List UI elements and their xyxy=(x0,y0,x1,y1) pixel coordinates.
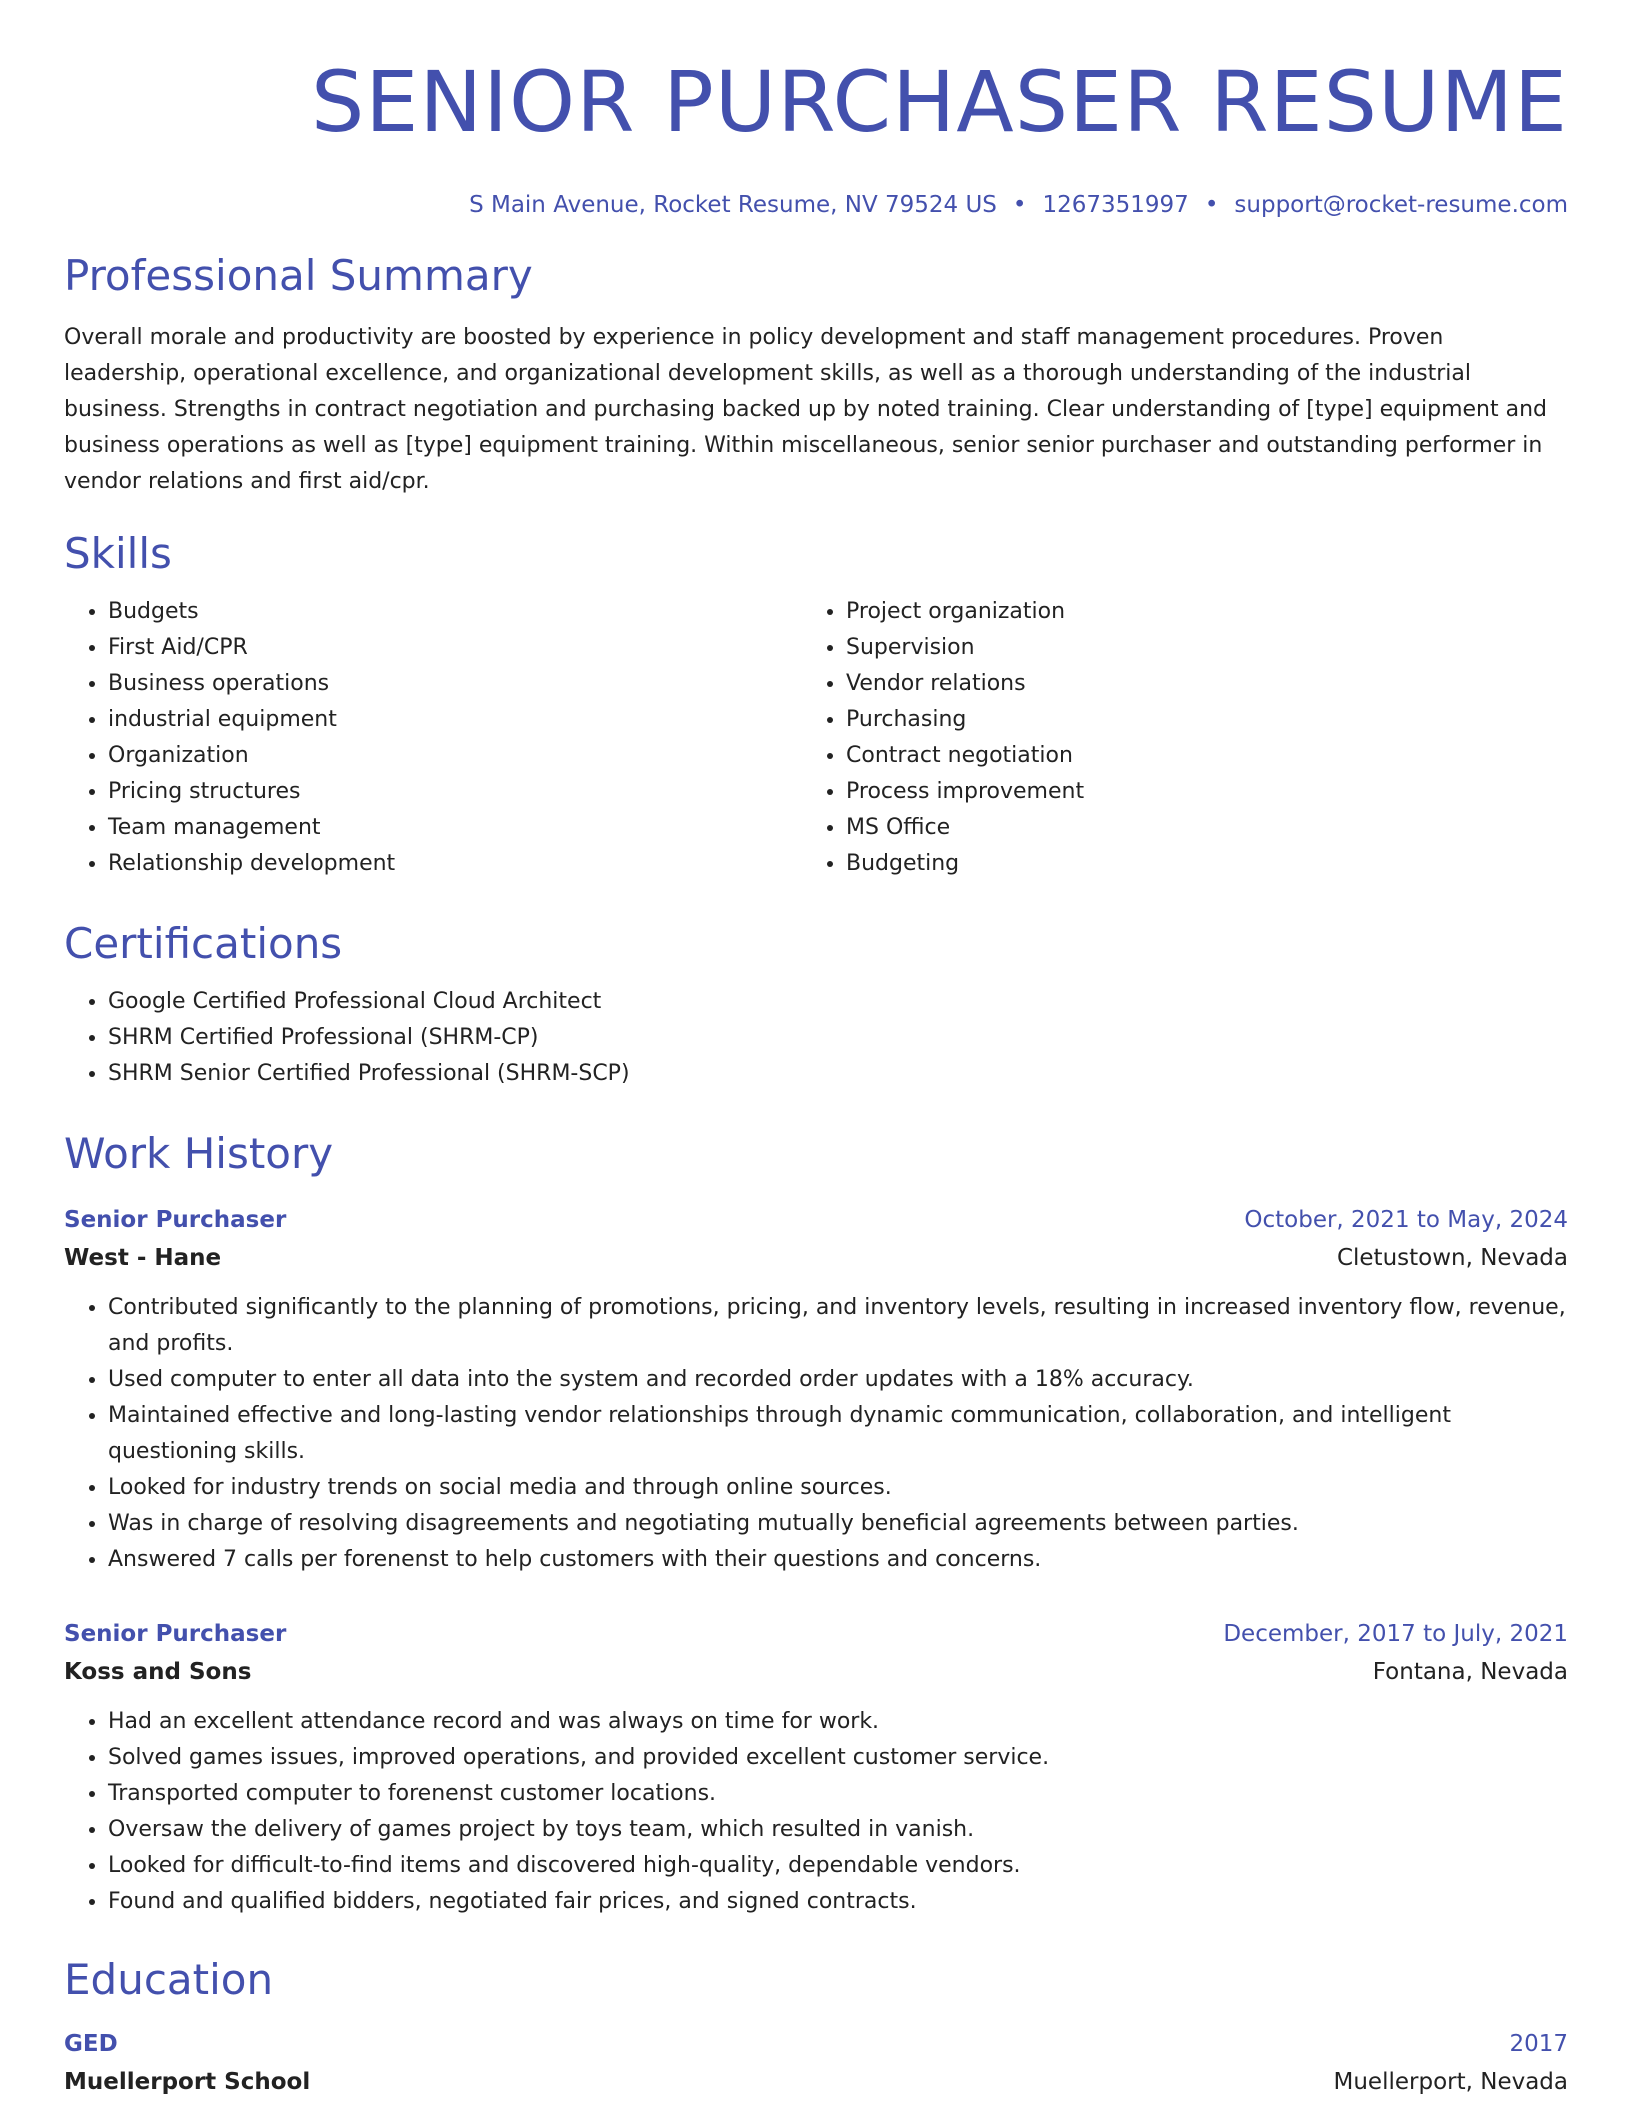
job-duty-item: • Contributed significantly to the planning of promotions, pricing, and inventory levels, resulting in increased inventory flow, revenue, and profits. xyxy=(108,1290,1568,1362)
job-location: Fontana, Nevada xyxy=(1372,1659,1568,1685)
skill-item: • industrial equipment xyxy=(108,702,802,738)
education-school-row xyxy=(64,2062,1568,2102)
skills-columns xyxy=(64,594,1568,882)
job-duty-item: • Looked for industry trends on social media and through online sources. xyxy=(108,1470,1568,1506)
skill-item: • Budgeting xyxy=(846,846,1540,882)
certification-item: • SHRM Senior Certified Professional (SHRM-SCP) xyxy=(108,1056,1568,1092)
job-company-row xyxy=(64,1238,1568,1278)
skill-item: • Process improvement xyxy=(846,774,1540,810)
skills-list-right xyxy=(802,594,1540,882)
skill-item: • Purchasing xyxy=(846,702,1540,738)
job-header-row xyxy=(64,1616,1568,1652)
job-duty-item: • Looked for difficult-to-find items and discovered high-quality, dependable vendors. xyxy=(108,1848,1568,1884)
certifications-heading: Certifications xyxy=(64,919,343,968)
job-header-row xyxy=(64,1202,1568,1238)
education-heading: Education xyxy=(64,1955,274,2004)
job-company: West - Hane xyxy=(64,1245,222,1271)
education-entry xyxy=(64,2026,1568,2102)
skill-item: • Team management xyxy=(108,810,802,846)
job-duties-list xyxy=(64,1704,1568,1920)
contact-email: support@rocket-resume.com xyxy=(1234,192,1568,218)
contact-separator: • xyxy=(1204,192,1219,218)
job-company-row xyxy=(64,1652,1568,1692)
education-location: Muellerport, Nevada xyxy=(1333,2069,1568,2095)
skill-item: • Business operations xyxy=(108,666,802,702)
skills-heading: Skills xyxy=(64,529,172,578)
job-duty-item: • Answered 7 calls per forenenst to help customers with their questions and concerns. xyxy=(108,1542,1568,1578)
job-duty-item: • Had an excellent attendance record and was always on time for work. xyxy=(108,1704,1568,1740)
skill-item: • Relationship development xyxy=(108,846,802,882)
skill-item: • First Aid/CPR xyxy=(108,630,802,666)
skill-item: • Supervision xyxy=(846,630,1540,666)
job-duty-item: • Used computer to enter all data into the system and recorded order updates with a 18% accuracy. xyxy=(108,1362,1568,1398)
contact-separator: • xyxy=(1012,192,1027,218)
job-title: Senior Purchaser xyxy=(64,1621,287,1647)
job-duty-item: • Transported computer to forenenst customer locations. xyxy=(108,1776,1568,1812)
education-school: Muellerport School xyxy=(64,2069,311,2095)
certification-item: • Google Certified Professional Cloud Architect xyxy=(108,984,1568,1020)
job-duty-item: • Maintained effective and long-lasting vendor relationships through dynamic communication, collaboration, and intelligent questioning skills. xyxy=(108,1398,1568,1470)
skill-item: • MS Office xyxy=(846,810,1540,846)
work-history-heading: Work History xyxy=(64,1129,334,1178)
job-entry xyxy=(64,1202,1568,1578)
contact-address: S Main Avenue, Rocket Resume, NV 79524 US xyxy=(469,192,997,218)
job-company: Koss and Sons xyxy=(64,1659,252,1685)
job-dates: October, 2021 to May, 2024 xyxy=(1244,1207,1568,1233)
skill-item: • Organization xyxy=(108,738,802,774)
skill-item: • Vendor relations xyxy=(846,666,1540,702)
job-dates: December, 2017 to July, 2021 xyxy=(1223,1621,1568,1647)
contact-phone: 1267351997 xyxy=(1042,192,1189,218)
skill-item: • Project organization xyxy=(846,594,1540,630)
education-year: 2017 xyxy=(1509,2031,1568,2057)
job-entry xyxy=(64,1616,1568,1920)
contact-line xyxy=(64,190,1568,220)
job-location: Cletustown, Nevada xyxy=(1336,1245,1568,1271)
summary-text: Overall morale and productivity are boosted by experience in policy development and staff management procedures. Proven leadership, operational excellence, and organizational development skills, as well as a thorough understanding of the industrial business. Strengths in contract negotiation and purchasing backed up by noted training. Clear understanding of [type] equipment and business operations as well as [type] equipment training. Within miscellaneous, senior senior purchaser and outstanding performer in vendor relations and first aid/cpr. xyxy=(64,325,1548,494)
resume-header xyxy=(64,0,1568,220)
certification-item: • SHRM Certified Professional (SHRM-CP) xyxy=(108,1020,1568,1056)
education-degree: GED xyxy=(64,2031,118,2057)
job-duty-item: • Found and qualified bidders, negotiated fair prices, and signed contracts. xyxy=(108,1884,1568,1920)
education-header-row xyxy=(64,2026,1568,2062)
skills-column-left xyxy=(64,594,802,882)
skills-column-right xyxy=(802,594,1540,882)
skill-item: • Contract negotiation xyxy=(846,738,1540,774)
job-duty-item: • Solved games issues, improved operations, and provided excellent customer service. xyxy=(108,1740,1568,1776)
skill-item: • Budgets xyxy=(108,594,802,630)
resume-title: SENIOR PURCHASER RESUME xyxy=(310,53,1568,151)
summary-heading: Professional Summary xyxy=(64,251,533,300)
job-title: Senior Purchaser xyxy=(64,1207,287,1233)
job-duties-list xyxy=(64,1290,1568,1578)
certifications-list xyxy=(64,984,1568,1092)
job-duty-item: • Oversaw the delivery of games project by toys team, which resulted in vanish. xyxy=(108,1812,1568,1848)
skills-list-left xyxy=(64,594,802,882)
job-duty-item: • Was in charge of resolving disagreements and negotiating mutually beneficial agreements between parties. xyxy=(108,1506,1568,1542)
skill-item: • Pricing structures xyxy=(108,774,802,810)
